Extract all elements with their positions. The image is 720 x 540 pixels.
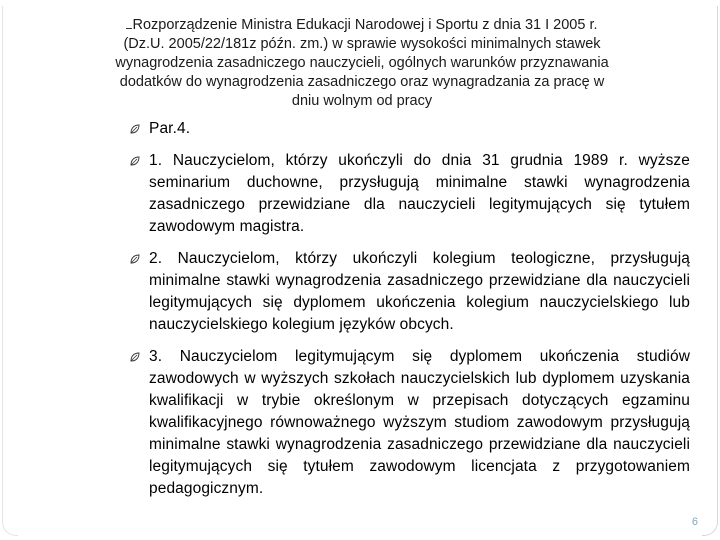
bullet-text: Par.4.: [149, 120, 191, 137]
leaf-bullet-icon: [130, 156, 140, 166]
bullet-item-2: [130, 248, 690, 336]
bullet-item-1: [130, 150, 690, 238]
bullet-text: 1. Nauczycielom, którzy ukończyli do dnia 31 grudnia 1989 r. wyższe seminarium duchowne, przysługują minimalne stawki wynagrodzenia zasadniczego przewidziane dla nauczycieli legitymujących się tytułem zawodowym magistra.: [149, 152, 690, 235]
slide-title-text: Rozporządzenie Ministra Edukacji Narodowej i Sportu z dnia 31 I 2005 r. (Dz.U. 2005/22/181z późn. zm.) w sprawie wysokości minimalnych stawek wynagrodzenia zasadniczego nauczycieli, ogólnych warunków przyznawania dodatków do wynagrodzenia zasadniczego oraz wynagradzania za pracę w dniu wolnym od pracy: [115, 17, 609, 109]
slide-frame-left-decoration: [2, 6, 18, 536]
slide-title: [112, 16, 612, 111]
slide-frame-right-decoration: [702, 6, 718, 536]
slide-content: [130, 118, 690, 510]
bullet-text: 2. Nauczycielom, którzy ukończyli kolegium teologiczne, przysługują minimalne stawki wynagrodzenia zasadniczego przewidziane dla nauczycieli legitymujących się dyplomem ukończenia kolegium nauczycielskiego lub nauczycielskiego kolegium języków obcych.: [149, 250, 690, 333]
bullet-text: 3. Nauczycielom legitymującym się dyplomem ukończenia studiów zawodowych w wyższych szkołach nauczycielskich lub dyplomem uzyskania kwalifikacji w trybie określonym w przepisach dotyczących egzaminu kwalifikacyjnego równoważnego wyższym studiom zawodowym przysługują minimalne stawki wynagrodzenia zasadniczego przewidziane dla nauczycieli legitymujących się tytułem zawodowym licencjata z przygotowaniem pedagogicznym.: [149, 348, 690, 497]
leaf-bullet-icon: [130, 352, 140, 362]
page-number: 6: [691, 516, 698, 528]
bullet-item-par4: [130, 118, 690, 140]
leaf-bullet-icon: [130, 124, 140, 134]
leaf-bullet-icon: [130, 254, 140, 264]
bullet-item-3: [130, 346, 690, 500]
